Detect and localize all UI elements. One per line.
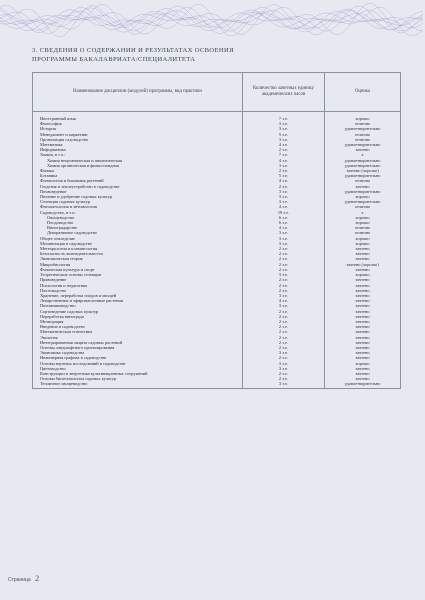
grade-cell: отлично [325,137,401,142]
grade-cell: отлично [325,230,401,235]
grade-cell: зачтено [325,256,401,261]
section-heading-line-1: 3. СВЕДЕНИЯ О СОДЕРЖАНИИ И РЕЗУЛЬТАТАХ ОСВОЕНИЯ [32,47,234,54]
credits-cell: 4 з.е. [243,178,325,183]
grade-cell: хорошо [325,215,401,220]
discipline-name-cell: Экология [33,335,243,340]
discipline-name-cell: Ботаника [33,173,243,178]
credits-cell: 3 з.е. [243,126,325,131]
credits-cell: 3 з.е. [243,194,325,199]
grade-cell: зачтено [325,184,401,189]
credits-cell: 2 з.е. [243,288,325,293]
discipline-name-cell: Цветоводство [33,366,243,371]
grades-table-wrapper [32,72,400,389]
grade-cell: зачтено [325,147,401,152]
discipline-name-cell: Математика [33,142,243,147]
discipline-name-cell: Основы биотехнологии садовых культур [33,376,243,381]
grade-cell: зачтено [325,267,401,272]
credits-cell: 2 з.е. [243,277,325,282]
grade-cell: удовлетворительно [325,126,401,131]
credits-cell: 3 з.е. [243,121,325,126]
credits-cell: 3 з.е. [243,199,325,204]
credits-cell: 2 з.е. [243,256,325,261]
credits-cell: 4 з.е. [243,142,325,147]
grade-cell: зачтено [325,277,401,282]
grade-cell: зачтено [325,283,401,288]
section-heading [32,46,402,64]
discipline-name-cell: Иностранный язык [33,112,243,122]
credits-cell: 3 з.е. [243,303,325,308]
credits-cell: 3 з.е. [243,241,325,246]
grade-cell: удовлетворительно [325,158,401,163]
grade-cell: зачтено [325,376,401,381]
discipline-name-cell: История [33,126,243,131]
credits-cell: 4 з.е. [243,225,325,230]
grade-cell: удовлетворительно [325,163,401,168]
page-label: Страница [8,577,31,583]
discipline-name-cell: Химия, в т.ч.: [33,152,243,157]
credits-cell: 2 з.е. [243,319,325,324]
credits-cell: 2 з.е. [243,355,325,360]
discipline-name-cell: Философия [33,121,243,126]
credits-cell: 2 з.е. [243,376,325,381]
credits-cell: 3 з.е. [243,236,325,241]
discipline-name-cell: Метеорология и климатология [33,246,243,251]
credits-cell: 3 з.е. [243,381,325,388]
discipline-name-cell: Математическая статистика [33,329,243,334]
discipline-name-cell: Физика [33,168,243,173]
discipline-name-cell: Сортоведение садовых культур [33,309,243,314]
credits-cell: 6 з.е. [243,215,325,220]
grade-cell: х [325,152,401,157]
discipline-name-cell: Основы ландшафтного проектирования [33,345,243,350]
discipline-name-cell: Мелиорация [33,319,243,324]
discipline-name-cell: Теоретические основы селекции [33,272,243,277]
discipline-name-cell: Питание и удобрение садовых культур [33,194,243,199]
grade-cell: хорошо [325,361,401,366]
discipline-name-cell: Организация садоводства [33,137,243,142]
credits-cell: 3 з.е. [243,189,325,194]
credits-cell: 3 з.е. [243,366,325,371]
grade-cell: зачтено [325,366,401,371]
credits-cell: 2 з.е. [243,314,325,319]
discipline-name-cell: Декоративное садоводство [33,230,243,235]
credits-cell: 7 з.е. [243,152,325,157]
credits-cell: 4 з.е. [243,204,325,209]
grade-cell: удовлетворительно [325,199,401,204]
column-header-grade: Оценка [325,73,401,112]
discipline-name-cell: Физиология и биохимия растений [33,178,243,183]
grade-cell: зачтено [325,288,401,293]
grade-cell: зачтено [325,371,401,376]
grade-cell: зачтено [325,314,401,319]
grade-cell: зачтено [325,350,401,355]
credits-cell: 2 з.е. [243,345,325,350]
discipline-name-cell: Правоведение [33,277,243,282]
discipline-name-cell: Введение в садоводство [33,324,243,329]
discipline-name-cell: Механизация в садоводстве [33,241,243,246]
discipline-name-cell: Общее земледелие [33,236,243,241]
grade-cell: хорошо [325,236,401,241]
grade-cell: хорошо [325,241,401,246]
grade-cell: зачтено [325,309,401,314]
discipline-name-cell: Химия органическая и физколлоидная [33,163,243,168]
discipline-name-cell: Переработка винограда [33,314,243,319]
grade-cell: отлично [325,121,401,126]
credits-cell: 3 з.е. [243,272,325,277]
credits-cell: 19 з.е. [243,210,325,215]
page-footer [8,574,39,583]
grade-cell: отлично [325,204,401,209]
discipline-name-cell: Физическая культура и спорт [33,267,243,272]
grade-cell: отлично [325,178,401,183]
credits-cell: 2 з.е. [243,283,325,288]
page-number: 2 [35,574,40,583]
column-header-credits: Количество зачетных единиц/ академических часов [243,73,325,112]
grade-cell: отлично [325,132,401,137]
credits-cell: 3 з.е. [243,163,325,168]
credits-cell: 2 з.е. [243,262,325,267]
discipline-name-cell: Пчеловодство [33,288,243,293]
discipline-name-cell: Фитопатология и энтомология [33,204,243,209]
credits-cell: 2 з.е. [243,147,325,152]
discipline-name-cell: Информатика [33,147,243,152]
grade-cell: зачтено [325,355,401,360]
grade-cell: зачтено [325,340,401,345]
grade-cell: зачтено [325,293,401,298]
credits-cell: 6 з.е. [243,220,325,225]
discipline-name-cell: Интегрированная защита садовых растений [33,340,243,345]
grade-cell: зачтено [325,345,401,350]
discipline-name-cell: Виноградарство [33,225,243,230]
credits-cell: 3 з.е. [243,230,325,235]
credits-cell: 2 з.е. [243,371,325,376]
discipline-name-cell: Инженерная графика в садоводстве [33,355,243,360]
column-header-name: Наименование дисциплин (модулей) программы, вид практики [33,73,243,112]
section-heading-line-2: ПРОГРАММЫ БАКАЛАВРИАТА/СПЕЦИАЛИТЕТА [32,56,196,63]
discipline-name-cell: Психология и педагогика [33,283,243,288]
grades-table [32,72,401,389]
discipline-name-cell: Экономика садоводства [33,350,243,355]
grade-cell: зачтено [325,298,401,303]
discipline-name-cell: Лекарственные и эфиромасличные растения [33,298,243,303]
credits-cell: 2 з.е. [243,267,325,272]
grade-cell: зачтено [325,246,401,251]
grade-cell: хорошо [325,272,401,277]
grade-cell: хорошо [325,220,401,225]
grade-cell: хорошо [325,112,401,122]
credits-cell: 2 з.е. [243,329,325,334]
credits-cell: 3 з.е. [243,361,325,366]
discipline-name-cell: Хранение, переработка плодов и овощей [33,293,243,298]
credits-cell: 2 з.е. [243,324,325,329]
credits-cell: 5 з.е. [243,132,325,137]
credits-cell: 2 з.е. [243,246,325,251]
credits-cell: 2 з.е. [243,309,325,314]
discipline-name-cell: Плодоводство [33,220,243,225]
grade-cell: удовлетворительно [325,189,401,194]
grade-cell: зачтено (хорошо) [325,168,401,173]
discipline-name-cell: Овощеводство [33,215,243,220]
discipline-name-cell: Геодезия и землеустройство в садоводстве [33,184,243,189]
credits-cell: 3 з.е. [243,350,325,355]
table-row [33,112,401,122]
credits-cell: 2 з.е. [243,184,325,189]
grade-cell: зачтено [325,324,401,329]
table-header-row [33,73,401,112]
credits-cell: 2 з.е. [243,340,325,345]
credits-cell: 4 з.е. [243,158,325,163]
grade-cell: отлично [325,225,401,230]
grade-cell: зачтено [325,251,401,256]
discipline-name-cell: Основы научных исследований в садоводстве [33,361,243,366]
credits-cell: 4 з.е. [243,298,325,303]
credits-cell: 2 з.е. [243,251,325,256]
discipline-name-cell: Безопасность жизнедеятельности [33,251,243,256]
grade-cell: удовлетворительно [325,173,401,178]
credits-cell: 3 з.е. [243,137,325,142]
credits-cell: 5 з.е. [243,173,325,178]
discipline-name-cell: Тепличное овощеводство [33,381,243,388]
discipline-name-cell: Химия неорганическая и аналитическая [33,158,243,163]
grade-cell: х [325,210,401,215]
table-row [33,381,401,388]
security-pattern-band [0,0,425,40]
credits-cell: 2 з.е. [243,335,325,340]
credits-cell: 7 з.е. [243,112,325,122]
discipline-name-cell: Селекция садовых культур [33,199,243,204]
grade-cell: хорошо [325,194,401,199]
discipline-name-cell: Микробиология [33,262,243,267]
credits-cell: 3 з.е. [243,293,325,298]
discipline-name-cell: Питомниководство [33,303,243,308]
grade-cell: зачтено (хорошо) [325,262,401,267]
grade-cell: зачтено [325,335,401,340]
discipline-name-cell: Садоводство, в т.ч.: [33,210,243,215]
grade-cell: зачтено [325,303,401,308]
grade-cell: удовлетворительно [325,142,401,147]
discipline-name-cell: Экономическая теория [33,256,243,261]
discipline-name-cell: Почвоведение [33,189,243,194]
grade-cell: удовлетворительно [325,381,401,388]
discipline-name-cell: Менеджмент и маркетинг [33,132,243,137]
grade-cell: зачтено [325,329,401,334]
grade-cell: зачтено [325,319,401,324]
credits-cell: 2 з.е. [243,168,325,173]
discipline-name-cell: Конструкции и энергетика культивационных сооружений [33,371,243,376]
